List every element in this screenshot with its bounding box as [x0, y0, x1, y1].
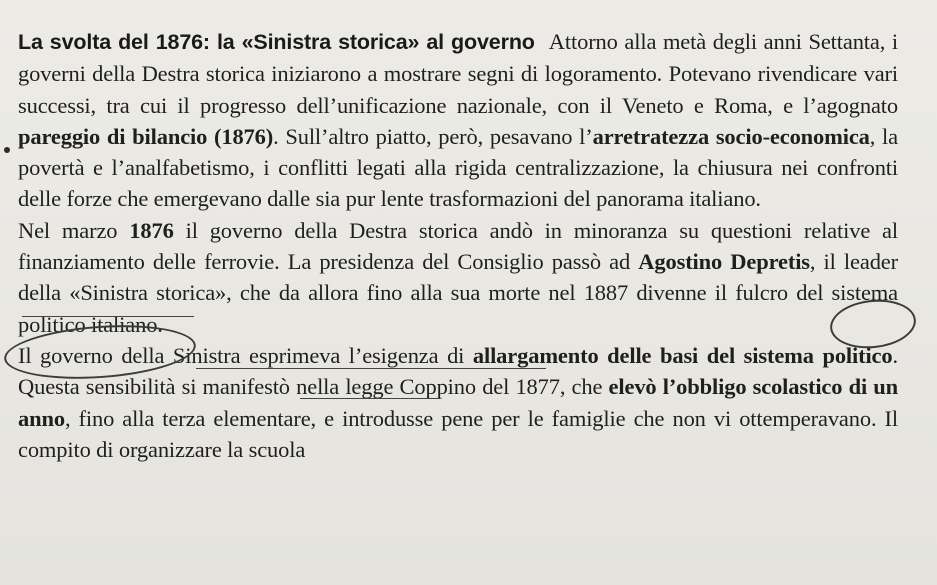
p3-bold-1: allargamento delle basi del sistema politico	[472, 342, 893, 368]
p2-bold-2: Agostino Depretis	[638, 249, 810, 275]
p1-bold-1: pareggio di bilancio (1876)	[18, 123, 274, 149]
paragraph-3	[18, 340, 898, 465]
p1-text-2: . Sull’altro piatto, però, pesavano l’	[273, 123, 593, 149]
p2-bold-1: 1876	[129, 217, 174, 243]
paragraph-1	[18, 26, 898, 215]
p3-bold-2: elevò l’obbligo scolastico di un anno	[18, 374, 898, 431]
paragraph-2	[18, 215, 898, 340]
p3-text-3: , fino alla terza elementare, e introdusse pene per le famiglie che non vi ottemperavano. Il compito di organizzare la scuola	[18, 405, 898, 462]
p1-bold-2: arretratezza socio-economica	[592, 123, 870, 149]
p2-text-2: il governo della Destra storica andò in minoranza su questioni relative al finanziamento delle ferrovie. La presidenza del Consiglio passò ad	[18, 217, 898, 275]
section-heading: La svolta del 1876: la «Sinistra storica» al governo	[18, 30, 535, 54]
p2-text-3: , il leader della «Sinistra storica», che da allora fino alla sua morte nel 1887 divenne il fulcro del sistema politico italiano.	[18, 249, 898, 337]
p3-text-1: Il governo della Sinistra esprimeva l’esigenza di	[18, 342, 473, 368]
margin-ink-dot	[4, 147, 10, 153]
p3-text-2: . Questa sensibilità si manifestò nella legge Coppino del 1877, che	[18, 342, 898, 400]
p2-text-1: Nel marzo	[18, 217, 130, 243]
p1-text-1: Attorno alla metà degli anni Settanta, i governi della Destra storica iniziarono a mostrare segni di logoramento. Potevano rivendicare vari successi, tra cui il progresso dell’unificazione nazionale, con il Veneto e Roma, e l’agognato	[18, 29, 898, 118]
text-block	[18, 26, 898, 465]
p1-text-3: , la povertà e l’analfabetismo, i conflitti legati alla rigida centralizzazione, la chiusura nei confronti delle forze che emergevano dalle sia pur lente trasformazioni del panorama italiano.	[18, 123, 898, 212]
